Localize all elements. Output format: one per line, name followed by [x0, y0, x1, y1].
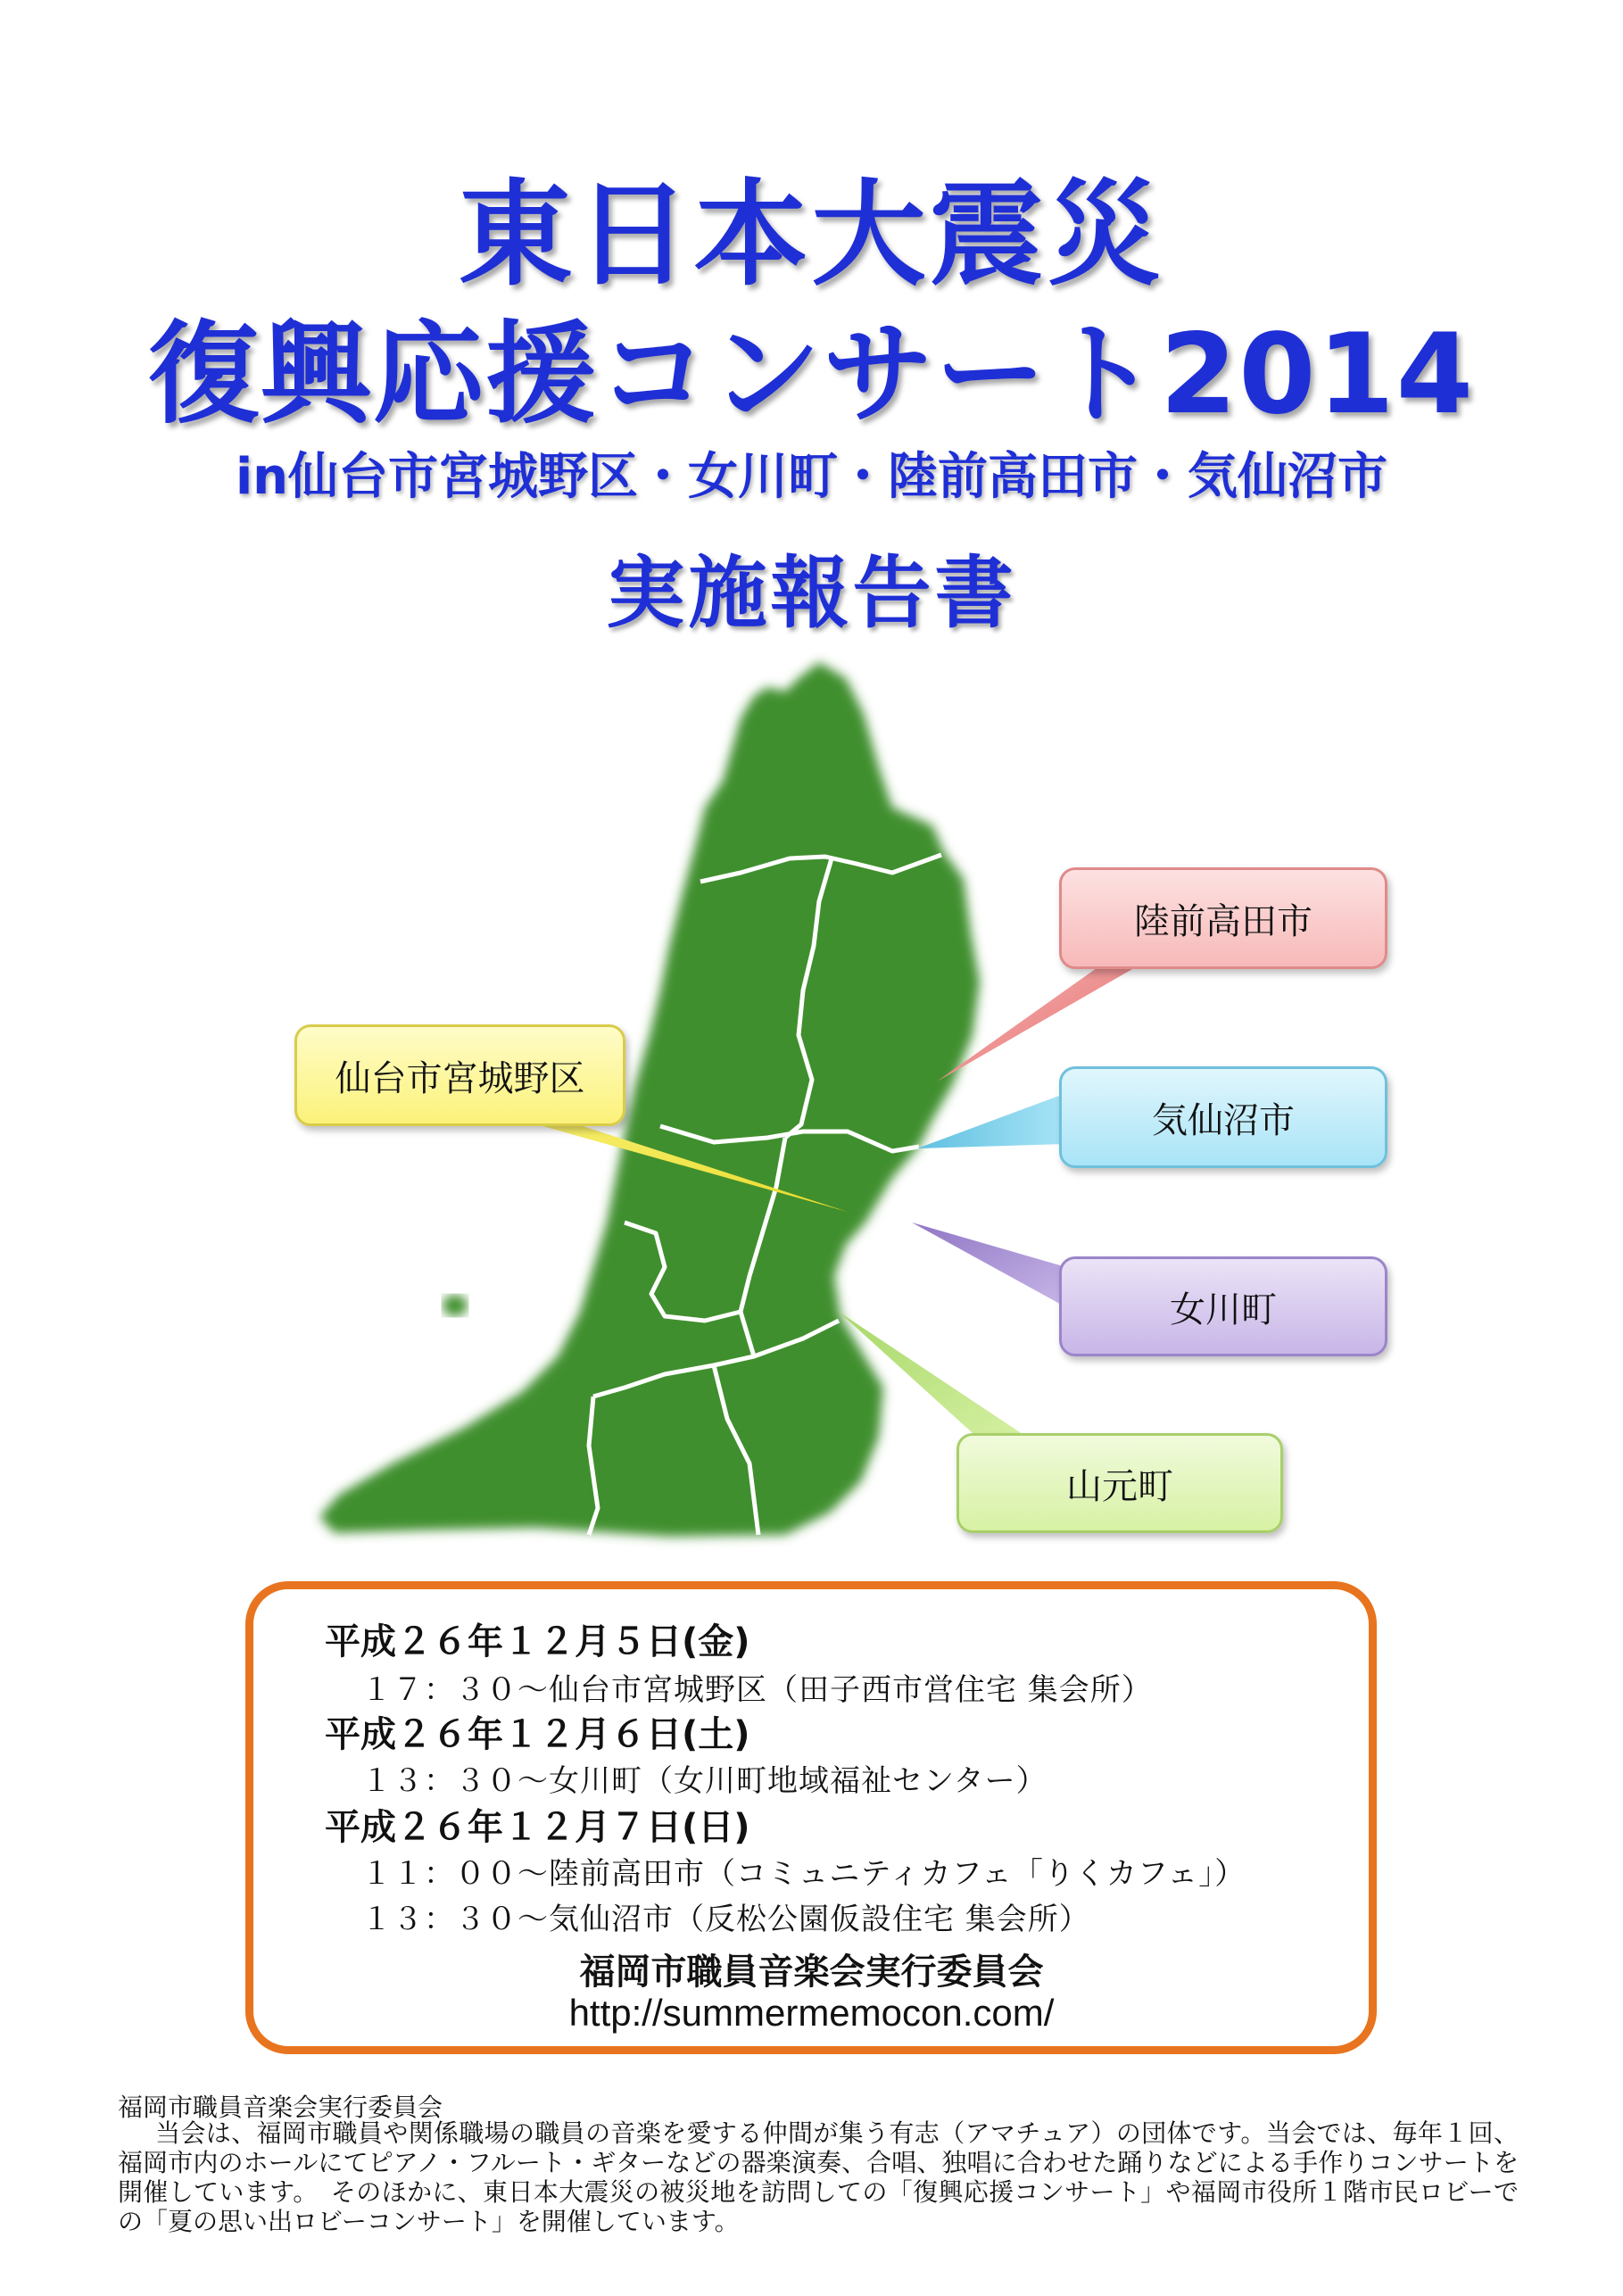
schedule-date-2: 平成２６年１２月６日(土)	[325, 1714, 750, 1755]
schedule-item: １７：３０～仙台市宮城野区（田子西市営住宅 集会所）	[361, 1672, 1153, 1708]
subtitle: in仙台市宮城野区・女川町・陸前高田市・気仙沼市	[235, 448, 1388, 506]
about-text: 当会は、福岡市職員や関係職場の職員の音楽を愛する仲間が集う有志（アマチュア）の団体です。当会では、毎年１回、福岡市内のホールにてピアノ・フルート・ギターなどの器楽演奏、合唱、独唱に合わせた踊りなどによる手作りコンサートを開催しています。 そのほかに、東日本大震災の被災地を訪問しての「復興応援コンサート」や福岡市役所１階市民ロビーでの「夏の思い出ロビーコンサート」を開催しています。	[118, 2118, 1519, 2236]
schedule-item: １３：３０～女川町（女川町地域福祉センター）	[361, 1763, 1047, 1799]
callout-onagawa: 女川町	[1059, 1256, 1387, 1356]
schedule-date-1: 平成２６年１２月５日(金)	[325, 1621, 750, 1662]
schedule-item: １３：３０～気仙沼市（反松公園仮設住宅 集会所）	[361, 1902, 1090, 1937]
organizer-name: 福岡市職員音楽会実行委員会	[579, 1952, 1044, 1993]
title-line-1: 東日本大震災	[458, 169, 1165, 302]
report-heading: 実施報告書	[606, 547, 1017, 639]
schedule-date-3: 平成２６年１２月７日(日)	[325, 1807, 750, 1848]
callout-sendai-miyagino: 仙台市宮城野区	[294, 1024, 625, 1126]
organizer-url-link[interactable]: http://summermemocon.com/	[568, 1992, 1055, 2034]
title-line-2: 復興応援コンサート2014	[147, 311, 1476, 439]
about-title: 福岡市職員音楽会実行委員会	[118, 2093, 443, 2122]
callout-kesennuma: 気仙沼市	[1059, 1066, 1387, 1168]
schedule-item: １１：００～陸前高田市（コミュニティカフェ「りくカフェ」）	[361, 1856, 1246, 1892]
callout-rikuzentakata: 陸前高田市	[1059, 867, 1387, 969]
callout-yamamoto: 山元町	[956, 1433, 1283, 1533]
